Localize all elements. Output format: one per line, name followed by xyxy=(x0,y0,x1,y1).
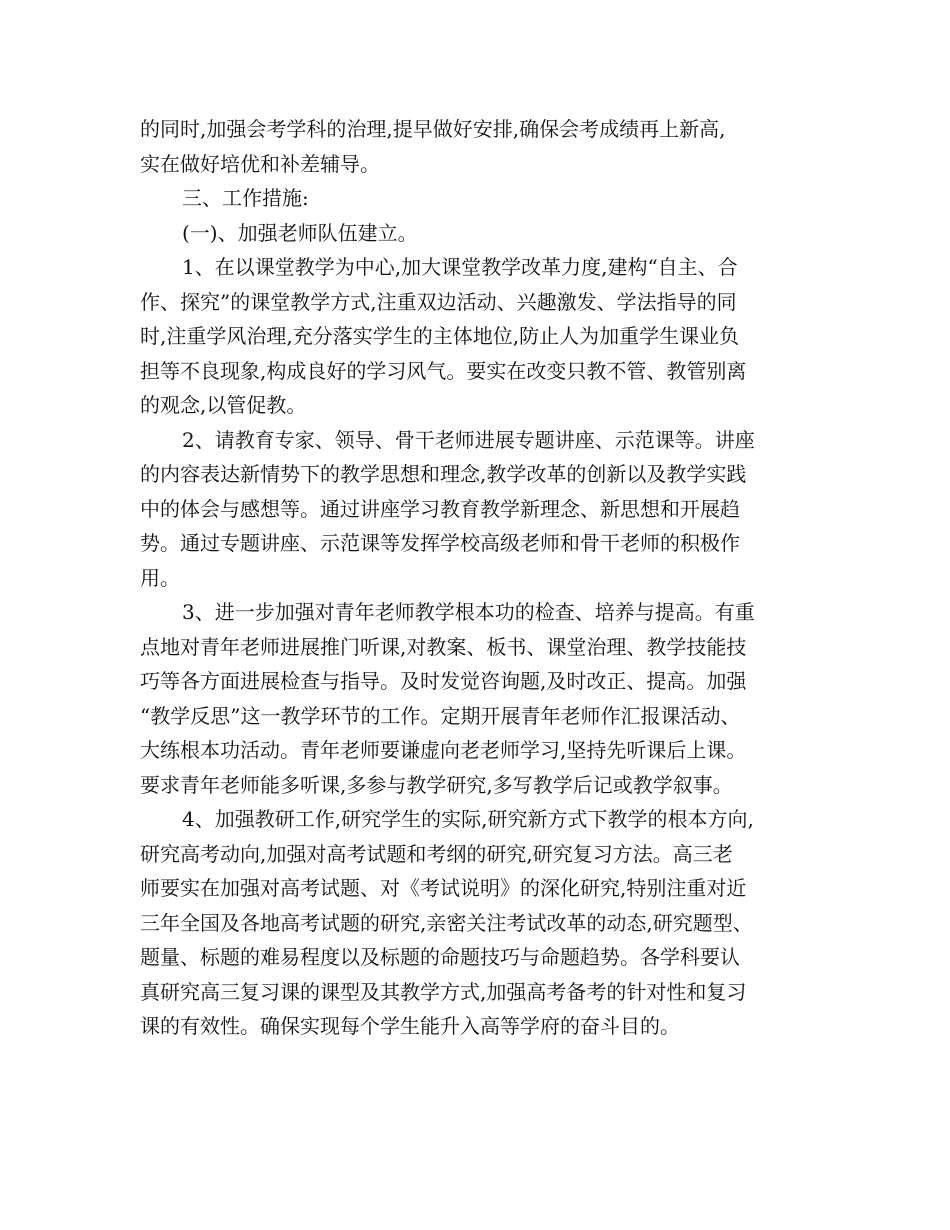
text-line: 三年全国及各地高考试题的研究,亲密关注考试改革的动态,研究题型、 xyxy=(140,910,753,935)
text-line: 的同时,加强会考学科的治理,提早做好安排,确保会考成绩再上新高, xyxy=(140,117,726,141)
paragraph-item-1 xyxy=(140,250,820,423)
paragraph-p-intro-continued xyxy=(140,112,820,181)
text-line: 1、在以课堂教学为中心,加大课堂教学改革力度,建构“自主、合 xyxy=(182,255,738,279)
text-line: 担等不良现象,构成良好的学习风气。要实在改变只教不管、教管别离 xyxy=(140,358,747,383)
text-line: 实在做好培优和补差辅导。 xyxy=(140,151,380,176)
text-line: 课的有效性。确保实现每个学生能升入高等学府的奋斗目的。 xyxy=(140,1014,680,1038)
text-line: 4、加强教研工作,研究学生的实际,研究新方式下教学的根本方向, xyxy=(182,807,754,831)
text-line: 研究高考动向,加强对高考试题和考纲的研究,研究复习方法。高三老 xyxy=(140,841,733,866)
document-body xyxy=(140,112,820,1044)
paragraph-item-3 xyxy=(140,595,820,802)
paragraph-item-4 xyxy=(140,802,820,1044)
paragraph-section-heading xyxy=(140,181,820,216)
text-line: (一)、加强老师队伍建立。 xyxy=(182,220,418,245)
text-line: 真研究高三复习课的课型及其教学方式,加强高考备考的针对性和复习 xyxy=(140,979,747,1004)
text-line: 中的体会与感想等。通过讲座学习教育教学新理念、新思想和开展趋 xyxy=(140,496,740,521)
text-line: 的内容表达新情势下的教学思想和理念,教学改革的创新以及教学实践 xyxy=(140,462,747,486)
paragraph-subsection-heading xyxy=(140,216,820,251)
text-line: “教学反思”这一教学环节的工作。定期开展青年老师作汇报课活动、 xyxy=(140,703,741,728)
text-line: 题量、标题的难易程度以及标题的命题技巧与命题趋势。各学科要认 xyxy=(140,945,740,969)
text-line: 点地对青年老师进展推门听课,对教案、板书、课堂治理、教学技能技 xyxy=(140,634,747,659)
text-line: 作、探究”的课堂教学方式,注重双边活动、兴趣激发、学法指导的同 xyxy=(140,289,737,314)
text-line: 的观念,以管促教。 xyxy=(140,393,307,417)
text-line: 三、工作措施: xyxy=(182,186,309,210)
text-line: 3、进一步加强对青年老师教学根本功的检查、培养与提高。有重 xyxy=(182,600,755,624)
text-line: 用。 xyxy=(140,565,180,590)
text-line: 要求青年老师能多听课,多参与教学研究,多写教学后记或教学叙事。 xyxy=(140,772,733,797)
text-line: 大练根本功活动。青年老师要谦虚向老老师学习,坚持先听课后上课。 xyxy=(140,738,747,762)
text-line: 势。通过专题讲座、示范课等发挥学校高级老师和骨干老师的积极作 xyxy=(140,531,740,555)
text-line: 巧等各方面进展检查与指导。及时发觉咨询题,及时改正、提高。加强 xyxy=(140,669,747,693)
text-line: 时,注重学风治理,充分落实学生的主体地位,防止人为加重学生课业负 xyxy=(140,324,740,348)
text-line: 2、请教育专家、领导、骨干老师进展专题讲座、示范课等。讲座 xyxy=(182,427,755,452)
paragraph-item-2 xyxy=(140,423,820,596)
text-line: 师要实在加强对高考试题、对《考试说明》的深化研究,特别注重对近 xyxy=(140,876,747,900)
